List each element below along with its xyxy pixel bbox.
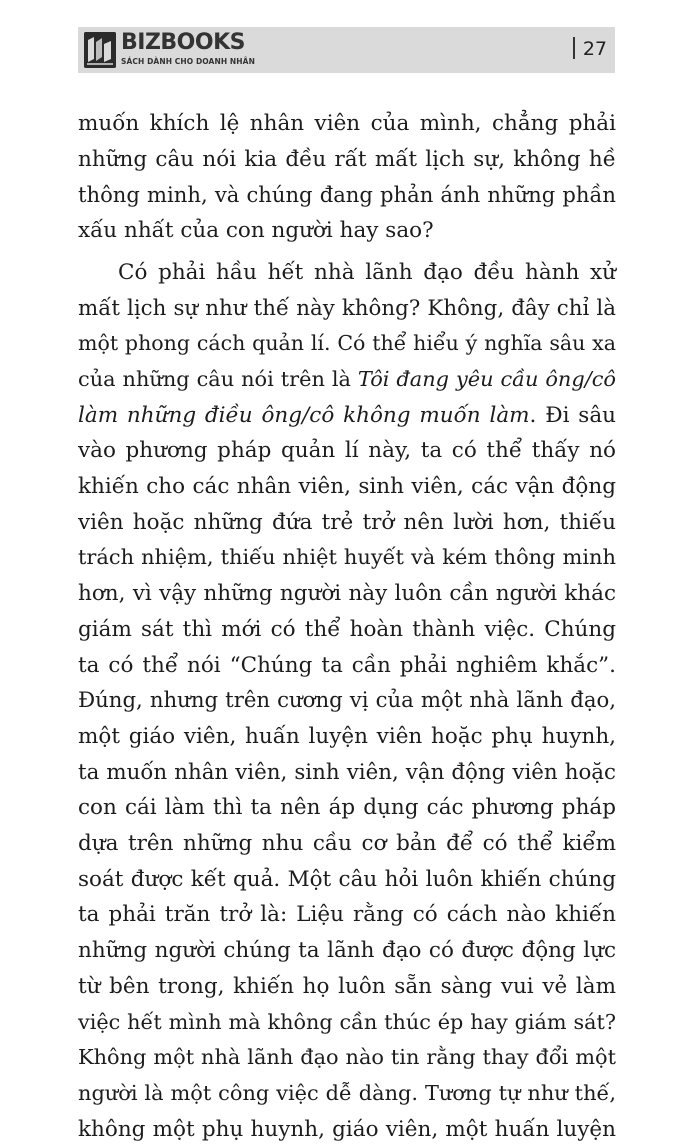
text-line: hơn, vì vậy những người này luôn cần người khác [78, 581, 616, 607]
text-line: muốn khích lệ nhân viên của mình, chẳng phải [78, 111, 616, 136]
body-text [78, 106, 616, 1147]
text-line: khiến cho các nhân viên, sinh viên, các vận động [78, 474, 616, 500]
brand-name: BIZBOOKS [121, 30, 245, 55]
text-line: thông minh, và chúng đang phản ánh những phần [78, 182, 616, 208]
text-line: không một phụ huynh, giáo viên, một huấn luyện [78, 1116, 616, 1142]
text-line: Đúng, nhưng trên cương vị của một nhà lãnh đạo, [78, 688, 616, 714]
text-segment: . Đi sâu [529, 402, 616, 428]
text-line: mất lịch sự như thế này không? Không, đây chỉ là [78, 295, 616, 321]
text-line: viên hoặc những đứa trẻ trở nên lười hơn, thiếu [78, 509, 616, 535]
text-line: một giáo viên, huấn luyện viên hoặc phụ huynh, [78, 723, 616, 749]
text-line: những câu nói kia đều rất mất lịch sự, không hề [78, 146, 616, 172]
text-line: từ bên trong, khiến họ luôn sẵn sàng vui vẻ làm [78, 973, 616, 999]
text-line: ta muốn nhân viên, sinh viên, vận động viên hoặc [78, 759, 616, 785]
text-segment: của những câu nói trên là [78, 366, 358, 391]
text-line [78, 362, 616, 398]
page-number [573, 37, 607, 61]
paragraph-2 [78, 255, 616, 1147]
text-line [78, 398, 616, 434]
text-line: người là một công việc dễ dàng. Tương tự như thế, [78, 1080, 616, 1105]
text-line: giám sát thì mới có thể hoàn thành việc. Chúng [78, 616, 616, 642]
italic-quote: làm những điều ông/cô không muốn làm [78, 402, 530, 428]
text-line: một phong cách quản lí. Có thể hiểu ý nghĩa sâu xa [78, 331, 616, 356]
text-line: ta phải trăn trở là: Liệu rằng có cách nào khiến [78, 902, 616, 928]
text-line: xấu nhất của con người hay sao? [78, 218, 434, 244]
bizbooks-logo-icon [84, 32, 116, 68]
text-line: vào phương pháp quản lí này, ta có thể thấy nó [78, 438, 616, 464]
text-line: việc hết mình mà không cần thúc ép hay giám sát? [78, 1009, 616, 1034]
page-number-value: 27 [582, 38, 607, 60]
page-number-separator [573, 37, 575, 59]
text-line: Không một nhà lãnh đạo nào tin rằng thay đổi một [78, 1045, 616, 1070]
text-line: những người chúng ta lãnh đạo có được động lực [78, 938, 616, 964]
text-line: trách nhiệm, thiếu nhiệt huyết và kém thông minh [78, 545, 616, 570]
text-line: soát được kết quả. Một câu hỏi luôn khiến chúng [78, 866, 616, 892]
text-line: ta có thể nói “Chúng ta cần phải nghiêm khắc”. [78, 652, 616, 678]
paragraph-1 [78, 106, 616, 249]
text-line: dựa trên những nhu cầu cơ bản để có thể kiểm [78, 831, 616, 857]
brand-tagline: SÁCH DÀNH CHO DOANH NHÂN [121, 57, 255, 66]
page-header [78, 27, 615, 73]
text-line: con cái làm thì ta nên áp dụng các phương pháp [78, 795, 616, 821]
text-line: Có phải hầu hết nhà lãnh đạo đều hành xử [118, 259, 616, 285]
italic-quote: Tôi đang yêu cầu ông/cô [357, 366, 617, 391]
